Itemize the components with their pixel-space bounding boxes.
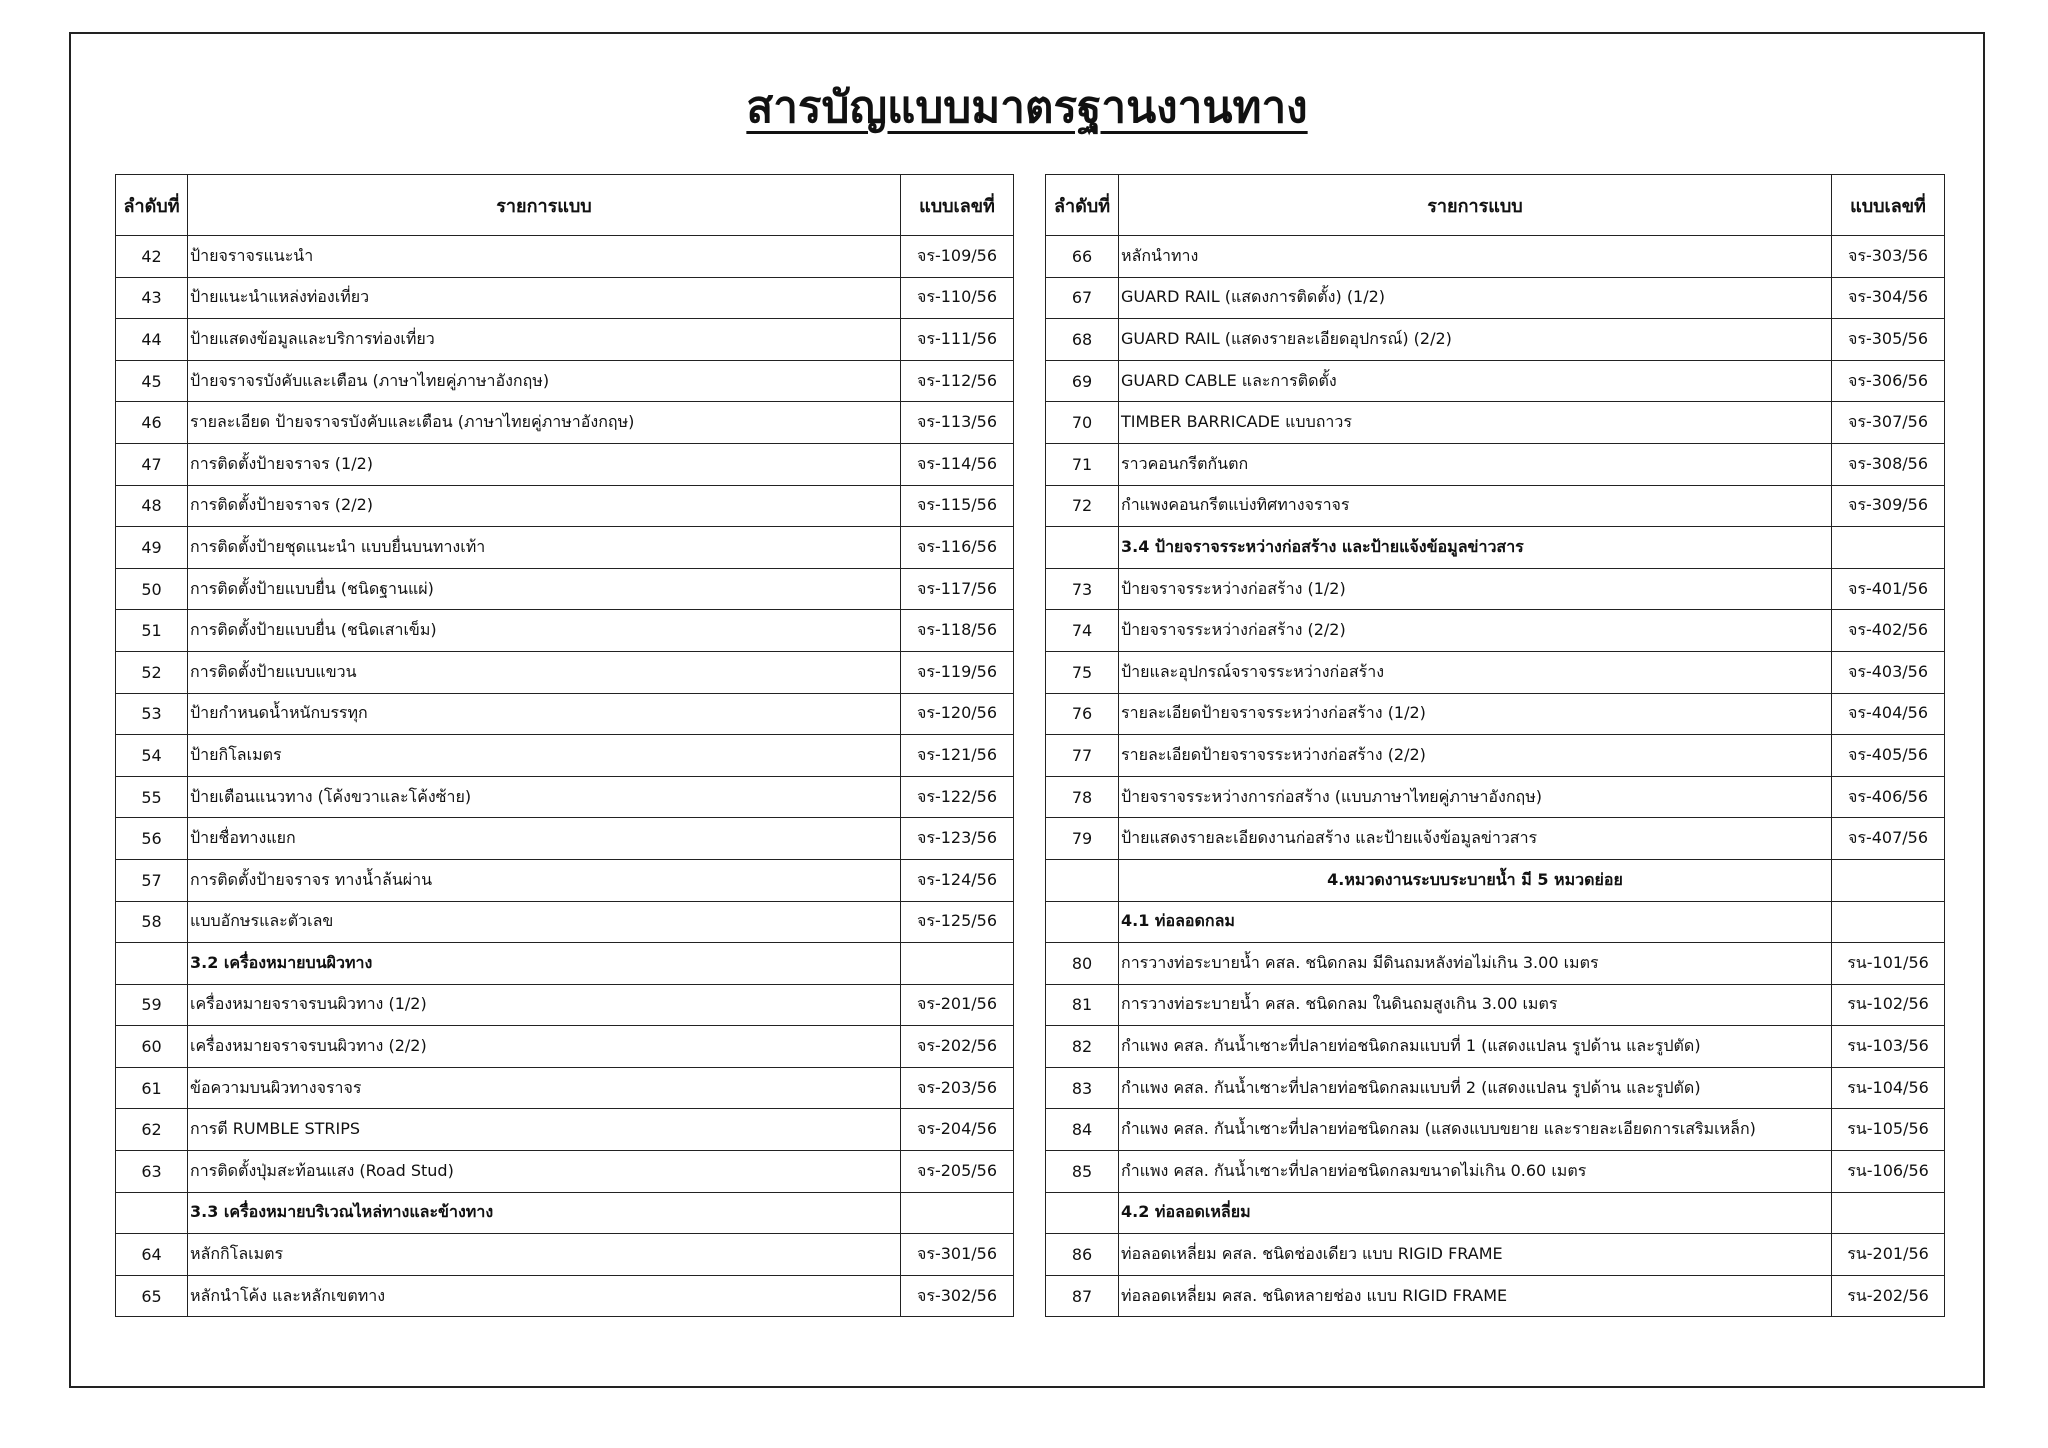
row-description: รายละเอียดป้ายจราจรระหว่างก่อสร้าง (2/2) (1119, 735, 1832, 777)
table-row (1046, 277, 1945, 319)
row-drawing-number: รน-104/56 (1832, 1067, 1945, 1109)
row-drawing-number: จร-123/56 (901, 818, 1014, 860)
section-row (116, 943, 1014, 985)
row-drawing-number: จร-308/56 (1832, 443, 1945, 485)
row-description: กำแพง คสล. กันน้ำเซาะที่ปลายท่อชนิดกลมขนาดไม่เกิน 0.60 เมตร (1119, 1151, 1832, 1193)
table-row (1046, 443, 1945, 485)
row-drawing-number: รน-105/56 (1832, 1109, 1945, 1151)
table-row (116, 651, 1014, 693)
row-description: หลักนำโค้ง และหลักเขตทาง (188, 1275, 901, 1317)
row-description: การวางท่อระบายน้ำ คสล. ชนิดกลม มีดินถมหลังท่อไม่เกิน 3.00 เมตร (1119, 943, 1832, 985)
table-row (116, 277, 1014, 319)
row-drawing-number: จร-121/56 (901, 735, 1014, 777)
row-number (1046, 859, 1119, 901)
row-number: 74 (1046, 610, 1119, 652)
row-drawing-number: จร-203/56 (901, 1067, 1014, 1109)
row-number: 45 (116, 360, 188, 402)
row-drawing-number: จร-117/56 (901, 568, 1014, 610)
row-number: 75 (1046, 651, 1119, 693)
row-description: เครื่องหมายจราจรบนผิวทาง (2/2) (188, 1026, 901, 1068)
row-description: เครื่องหมายจราจรบนผิวทาง (1/2) (188, 984, 901, 1026)
row-drawing-number: จร-309/56 (1832, 485, 1945, 527)
row-description: กำแพงคอนกรีตแบ่งทิศทางจราจร (1119, 485, 1832, 527)
row-number (116, 1192, 188, 1234)
row-number (1046, 901, 1119, 943)
row-number: 57 (116, 859, 188, 901)
row-description: ป้ายจราจรแนะนำ (188, 236, 901, 278)
row-drawing-number: รน-201/56 (1832, 1234, 1945, 1276)
row-description: การติดตั้งป้ายจราจร (1/2) (188, 443, 901, 485)
row-number: 59 (116, 984, 188, 1026)
table-row (116, 1234, 1014, 1276)
section-row (1046, 527, 1945, 569)
table-row (116, 693, 1014, 735)
row-drawing-number: จร-404/56 (1832, 693, 1945, 735)
row-drawing-number: จร-406/56 (1832, 776, 1945, 818)
table-row (1046, 568, 1945, 610)
row-description: ป้ายกิโลเมตร (188, 735, 901, 777)
row-drawing-number: จร-112/56 (901, 360, 1014, 402)
row-drawing-number: จร-402/56 (1832, 610, 1945, 652)
row-number: 64 (116, 1234, 188, 1276)
row-description: ป้ายและอุปกรณ์จราจรระหว่างก่อสร้าง (1119, 651, 1832, 693)
row-drawing-number: จร-116/56 (901, 527, 1014, 569)
index-body-right (1046, 236, 1945, 1317)
table-row (1046, 1067, 1945, 1109)
row-description: รายละเอียดป้ายจราจรระหว่างก่อสร้าง (1/2) (1119, 693, 1832, 735)
row-drawing-number: จร-125/56 (901, 901, 1014, 943)
table-row (116, 402, 1014, 444)
table-row (116, 984, 1014, 1026)
row-drawing-number: จร-109/56 (901, 236, 1014, 278)
table-row (1046, 236, 1945, 278)
row-description: ราวคอนกรีตกันตก (1119, 443, 1832, 485)
row-number: 42 (116, 236, 188, 278)
index-table-left (115, 174, 1014, 1317)
row-drawing-number (1832, 1192, 1945, 1234)
row-number: 60 (116, 1026, 188, 1068)
row-drawing-number: จร-305/56 (1832, 319, 1945, 361)
row-description: ป้ายชื่อทางแยก (188, 818, 901, 860)
row-number: 86 (1046, 1234, 1119, 1276)
table-row (1046, 1026, 1945, 1068)
row-description: ป้ายเตือนแนวทาง (โค้งขวาและโค้งซ้าย) (188, 776, 901, 818)
table-row (116, 443, 1014, 485)
row-description: หลักกิโลเมตร (188, 1234, 901, 1276)
header-no: ลำดับที่ (1046, 175, 1119, 236)
row-drawing-number: จร-201/56 (901, 984, 1014, 1026)
row-description: การติดตั้งป้ายจราจร ทางน้ำล้นผ่าน (188, 859, 901, 901)
row-number: 52 (116, 651, 188, 693)
row-description: แบบอักษรและตัวเลข (188, 901, 901, 943)
table-row (1046, 651, 1945, 693)
row-number: 53 (116, 693, 188, 735)
row-description: 4.หมวดงานระบบระบายน้ำ มี 5 หมวดย่อย (1119, 859, 1832, 901)
row-number: 72 (1046, 485, 1119, 527)
row-drawing-number: จร-115/56 (901, 485, 1014, 527)
table-row (1046, 818, 1945, 860)
row-drawing-number: จร-205/56 (901, 1151, 1014, 1193)
row-drawing-number: จร-119/56 (901, 651, 1014, 693)
row-number: 70 (1046, 402, 1119, 444)
row-number (116, 943, 188, 985)
row-description: ป้ายกำหนดน้ำหนักบรรทุก (188, 693, 901, 735)
table-row (116, 319, 1014, 361)
row-number: 48 (116, 485, 188, 527)
row-number: 66 (1046, 236, 1119, 278)
page-title: สารบัญแบบมาตรฐานงานทาง (746, 82, 1308, 133)
row-number: 51 (116, 610, 188, 652)
row-drawing-number: รน-102/56 (1832, 984, 1945, 1026)
row-number: 43 (116, 277, 188, 319)
row-description: ท่อลอดเหลี่ยม คสล. ชนิดหลายช่อง แบบ RIGID FRAME (1119, 1275, 1832, 1317)
row-drawing-number (1832, 901, 1945, 943)
table-row (116, 818, 1014, 860)
row-drawing-number: จร-202/56 (901, 1026, 1014, 1068)
row-number: 69 (1046, 360, 1119, 402)
row-description: 3.4 ป้ายจราจรระหว่างก่อสร้าง และป้ายแจ้งข้อมูลข่าวสาร (1119, 527, 1832, 569)
row-drawing-number: จร-301/56 (901, 1234, 1014, 1276)
row-number: 55 (116, 776, 188, 818)
header-desc: รายการแบบ (1119, 175, 1832, 236)
table-row (116, 236, 1014, 278)
row-number: 80 (1046, 943, 1119, 985)
table-row (1046, 485, 1945, 527)
row-number: 77 (1046, 735, 1119, 777)
table-row (116, 568, 1014, 610)
row-number: 65 (116, 1275, 188, 1317)
table-row (1046, 984, 1945, 1026)
row-description: การติดตั้งปุ่มสะท้อนแสง (Road Stud) (188, 1151, 901, 1193)
section-row (1046, 901, 1945, 943)
row-number: 62 (116, 1109, 188, 1151)
row-description: 4.2 ท่อลอดเหลี่ยม (1119, 1192, 1832, 1234)
row-number: 76 (1046, 693, 1119, 735)
row-description: การติดตั้งป้ายแบบแขวน (188, 651, 901, 693)
row-drawing-number: จร-307/56 (1832, 402, 1945, 444)
row-number: 49 (116, 527, 188, 569)
row-description: ป้ายจราจรระหว่างก่อสร้าง (1/2) (1119, 568, 1832, 610)
row-drawing-number (1832, 527, 1945, 569)
index-body-left (116, 236, 1014, 1317)
row-number: 47 (116, 443, 188, 485)
row-description: การติดตั้งป้ายแบบยื่น (ชนิดฐานแผ่) (188, 568, 901, 610)
row-drawing-number: รน-106/56 (1832, 1151, 1945, 1193)
row-drawing-number (901, 1192, 1014, 1234)
table-row (116, 901, 1014, 943)
row-description: GUARD RAIL (แสดงรายละเอียดอุปกรณ์) (2/2) (1119, 319, 1832, 361)
row-description: กำแพง คสล. กันน้ำเซาะที่ปลายท่อชนิดกลมแบบที่ 1 (แสดงแปลน รูปด้าน และรูปตัด) (1119, 1026, 1832, 1068)
table-row (116, 1067, 1014, 1109)
row-drawing-number (901, 943, 1014, 985)
row-number: 79 (1046, 818, 1119, 860)
row-description: GUARD RAIL (แสดงการติดตั้ง) (1/2) (1119, 277, 1832, 319)
row-drawing-number: จร-113/56 (901, 402, 1014, 444)
table-row (116, 776, 1014, 818)
row-description: ป้ายแสดงข้อมูลและบริการท่องเที่ยว (188, 319, 901, 361)
row-number: 87 (1046, 1275, 1119, 1317)
header-row (116, 175, 1014, 236)
row-drawing-number: จร-302/56 (901, 1275, 1014, 1317)
row-drawing-number: จร-110/56 (901, 277, 1014, 319)
row-description: การติดตั้งป้ายชุดแนะนำ แบบยื่นบนทางเท้า (188, 527, 901, 569)
row-number: 61 (116, 1067, 188, 1109)
table-row (116, 1026, 1014, 1068)
row-number: 46 (116, 402, 188, 444)
table-row (1046, 1234, 1945, 1276)
row-description: ข้อความบนผิวทางจราจร (188, 1067, 901, 1109)
row-number (1046, 527, 1119, 569)
row-drawing-number: จร-114/56 (901, 443, 1014, 485)
row-description: ป้ายแสดงรายละเอียดงานก่อสร้าง และป้ายแจ้งข้อมูลข่าวสาร (1119, 818, 1832, 860)
table-row (1046, 693, 1945, 735)
row-drawing-number: จร-124/56 (901, 859, 1014, 901)
row-number: 73 (1046, 568, 1119, 610)
header-row (1046, 175, 1945, 236)
row-number: 56 (116, 818, 188, 860)
row-description: 3.2 เครื่องหมายบนผิวทาง (188, 943, 901, 985)
row-number: 83 (1046, 1067, 1119, 1109)
row-description: ท่อลอดเหลี่ยม คสล. ชนิดช่องเดียว แบบ RIGID FRAME (1119, 1234, 1832, 1276)
row-drawing-number: จร-120/56 (901, 693, 1014, 735)
row-description: ป้ายจราจรระหว่างการก่อสร้าง (แบบภาษาไทยคู่ภาษาอังกฤษ) (1119, 776, 1832, 818)
table-row (1046, 610, 1945, 652)
row-number: 67 (1046, 277, 1119, 319)
row-description: ป้ายจราจรระหว่างก่อสร้าง (2/2) (1119, 610, 1832, 652)
table-row (1046, 319, 1945, 361)
row-description: การติดตั้งป้ายแบบยื่น (ชนิดเสาเข็ม) (188, 610, 901, 652)
row-drawing-number: รน-101/56 (1832, 943, 1945, 985)
row-number: 54 (116, 735, 188, 777)
row-drawing-number: จร-306/56 (1832, 360, 1945, 402)
row-description: 4.1 ท่อลอดกลม (1119, 901, 1832, 943)
row-number: 50 (116, 568, 188, 610)
row-description: 3.3 เครื่องหมายบริเวณไหล่ทางและข้างทาง (188, 1192, 901, 1234)
section-row (1046, 1192, 1945, 1234)
row-description: หลักนำทาง (1119, 236, 1832, 278)
row-description: TIMBER BARRICADE แบบถาวร (1119, 402, 1832, 444)
row-number: 78 (1046, 776, 1119, 818)
section-row (1046, 859, 1945, 901)
section-row (116, 1192, 1014, 1234)
row-drawing-number: จร-304/56 (1832, 277, 1945, 319)
table-row (116, 1275, 1014, 1317)
row-description: การวางท่อระบายน้ำ คสล. ชนิดกลม ในดินถมสูงเกิน 3.00 เมตร (1119, 984, 1832, 1026)
table-row (116, 1151, 1014, 1193)
row-drawing-number: จร-111/56 (901, 319, 1014, 361)
row-drawing-number (1832, 859, 1945, 901)
table-row (1046, 1151, 1945, 1193)
index-table-right (1045, 174, 1945, 1317)
row-drawing-number: รน-202/56 (1832, 1275, 1945, 1317)
row-drawing-number: จร-122/56 (901, 776, 1014, 818)
row-number: 85 (1046, 1151, 1119, 1193)
row-drawing-number: จร-403/56 (1832, 651, 1945, 693)
row-number: 44 (116, 319, 188, 361)
table-row (1046, 943, 1945, 985)
row-number: 82 (1046, 1026, 1119, 1068)
table-row (1046, 402, 1945, 444)
row-drawing-number: จร-204/56 (901, 1109, 1014, 1151)
header-dwg: แบบเลขที่ (1832, 175, 1945, 236)
table-row (116, 485, 1014, 527)
row-drawing-number: จร-401/56 (1832, 568, 1945, 610)
table-row (1046, 735, 1945, 777)
table-row (116, 527, 1014, 569)
row-drawing-number: จร-407/56 (1832, 818, 1945, 860)
header-no: ลำดับที่ (116, 175, 188, 236)
row-number: 68 (1046, 319, 1119, 361)
table-row (116, 859, 1014, 901)
row-description: รายละเอียด ป้ายจราจรบังคับและเตือน (ภาษาไทยคู่ภาษาอังกฤษ) (188, 402, 901, 444)
row-number: 81 (1046, 984, 1119, 1026)
row-description: การติดตั้งป้ายจราจร (2/2) (188, 485, 901, 527)
table-row (116, 735, 1014, 777)
row-number: 58 (116, 901, 188, 943)
row-drawing-number: จร-405/56 (1832, 735, 1945, 777)
row-number: 71 (1046, 443, 1119, 485)
table-row (116, 610, 1014, 652)
header-desc: รายการแบบ (188, 175, 901, 236)
row-description: การตี RUMBLE STRIPS (188, 1109, 901, 1151)
table-row (1046, 1109, 1945, 1151)
row-drawing-number: รน-103/56 (1832, 1026, 1945, 1068)
table-row (1046, 776, 1945, 818)
header-dwg: แบบเลขที่ (901, 175, 1014, 236)
row-description: ป้ายแนะนำแหล่งท่องเที่ยว (188, 277, 901, 319)
row-number: 63 (116, 1151, 188, 1193)
row-description: GUARD CABLE และการติดตั้ง (1119, 360, 1832, 402)
row-description: ป้ายจราจรบังคับและเตือน (ภาษาไทยคู่ภาษาอังกฤษ) (188, 360, 901, 402)
table-row (1046, 360, 1945, 402)
row-drawing-number: จร-303/56 (1832, 236, 1945, 278)
row-number (1046, 1192, 1119, 1234)
row-description: กำแพง คสล. กันน้ำเซาะที่ปลายท่อชนิดกลมแบบที่ 2 (แสดงแปลน รูปด้าน และรูปตัด) (1119, 1067, 1832, 1109)
row-number: 84 (1046, 1109, 1119, 1151)
row-drawing-number: จร-118/56 (901, 610, 1014, 652)
table-row (116, 1109, 1014, 1151)
row-description: กำแพง คสล. กันน้ำเซาะที่ปลายท่อชนิดกลม (แสดงแบบขยาย และรายละเอียดการเสริมเหล็ก) (1119, 1109, 1832, 1151)
table-row (116, 360, 1014, 402)
table-row (1046, 1275, 1945, 1317)
